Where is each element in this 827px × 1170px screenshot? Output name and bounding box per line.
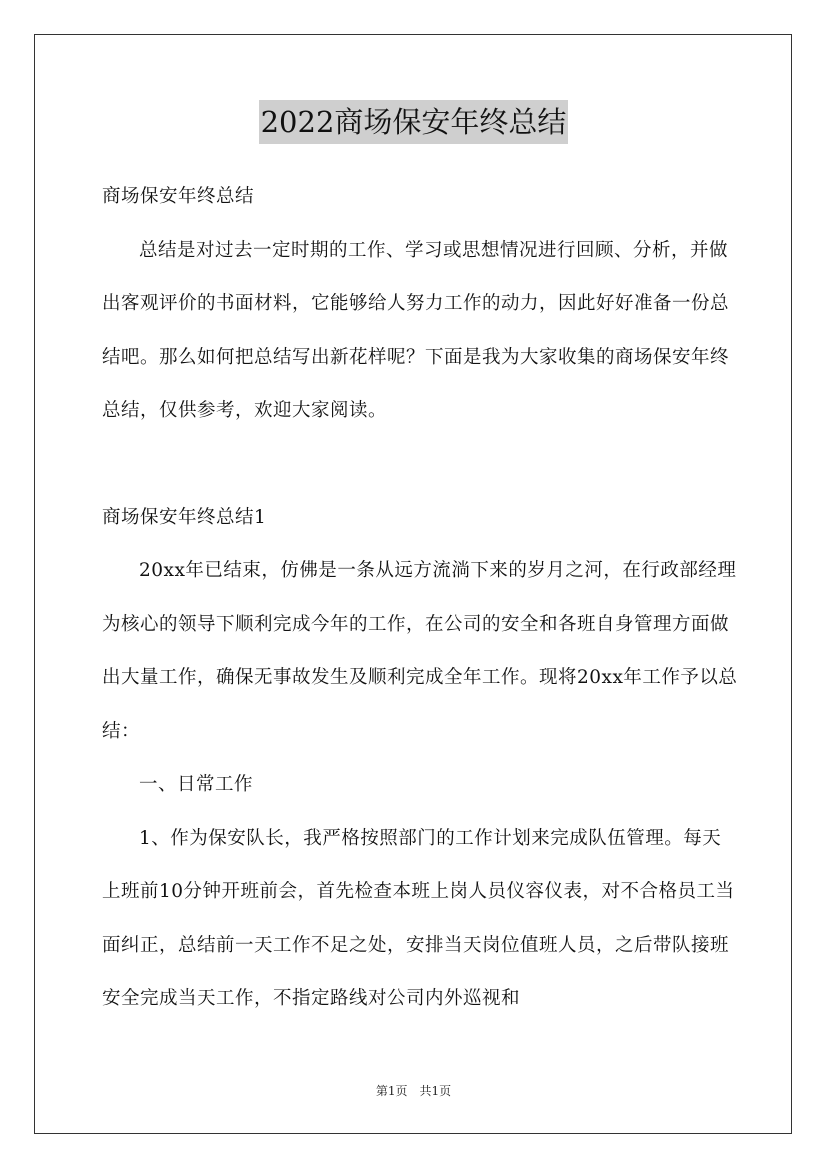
paragraph-spacer — [102, 438, 738, 491]
page-footer — [0, 1082, 827, 1099]
title-container — [0, 100, 827, 144]
subsection-heading: 一、日常工作 — [139, 774, 254, 795]
body-paragraph-2: 1、作为保安队长，我严格按照部门的工作计划来完成队伍管理。每天上班前10分钟开班前会，首先检查本班上岗人员仪容仪表，对不合格员工当面纠正，总结前一天工作不足之处，安排当天岗位值班人员，之后带队接班安全完成当天工作，不指定路线对公司内外巡视和 — [102, 827, 735, 1009]
page-number: 第1页 共1页 — [375, 1084, 452, 1098]
document-title: 2022商场保安年终总结 — [259, 100, 569, 144]
section-heading-1: 商场保安年终总结1 — [102, 506, 267, 528]
body-paragraph-1: 20xx年已结束，仿佛是一条从远方流淌下来的岁月之河，在行政部经理为核心的领导下顺利完成今年的工作，在公司的安全和各班自身管理方面做出大量工作，确保无事故发生及顺利完成全年工作。现将20xx年工作予以总结： — [102, 560, 738, 742]
intro-paragraph: 总结是对过去一定时期的工作、学习或思想情况进行回顾、分析，并做出客观评价的书面材料，它能够给人努力工作的动力，因此好好准备一份总结吧。那么如何把总结写出新花样呢？下面是我为大家收集的商场保安年终总结，仅供参考，欢迎大家阅读。 — [102, 239, 730, 421]
intro-heading: 商场保安年终总结 — [102, 186, 255, 207]
document-body — [102, 170, 738, 1026]
